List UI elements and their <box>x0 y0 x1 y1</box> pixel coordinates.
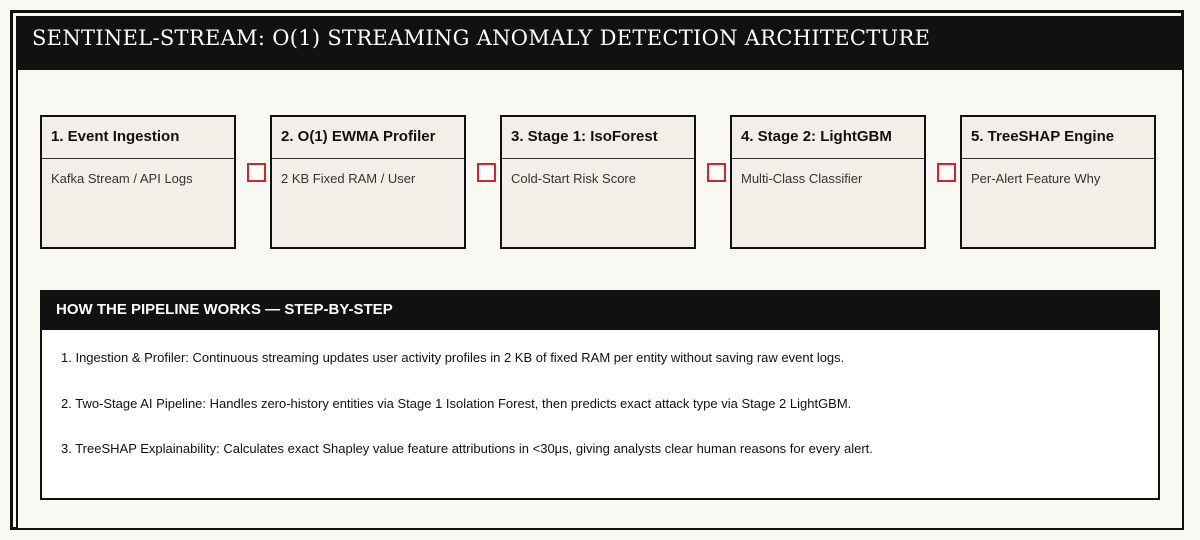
stage-subtitle: 2 KB Fixed RAM / User <box>281 171 416 186</box>
step-item: 3. TreeSHAP Explainability: Calculates exact Shapley value feature attributions in <30μs, giving analysts clear human reasons for every alert. <box>61 441 873 456</box>
stage-title: 2. O(1) EWMA Profiler <box>272 117 464 159</box>
steps-heading: HOW THE PIPELINE WORKS — STEP-BY-STEP <box>42 292 1158 330</box>
stage-subtitle: Kafka Stream / API Logs <box>51 171 193 186</box>
stage-lightgbm <box>730 115 926 249</box>
stage-subtitle: Per-Alert Feature Why <box>971 171 1101 186</box>
stage-subtitle: Cold-Start Risk Score <box>511 171 636 186</box>
stage-treeshap-engine <box>960 115 1156 249</box>
steps-panel <box>40 290 1160 500</box>
step-item: 2. Two-Stage AI Pipeline: Handles zero-history entities via Stage 1 Isolation Forest, then predicts exact attack type via Stage 2 LightGBM. <box>61 396 852 411</box>
title-bar <box>16 16 1184 70</box>
connector-2-3 <box>477 163 496 182</box>
stage-isoforest <box>500 115 696 249</box>
step-item: 1. Ingestion & Profiler: Continuous streaming updates user activity profiles in 2 KB of fixed RAM per entity without saving raw event logs. <box>61 350 845 365</box>
stage-event-ingestion <box>40 115 236 249</box>
stage-ewma-profiler <box>270 115 466 249</box>
stage-title: 1. Event Ingestion <box>42 117 234 159</box>
connector-4-5 <box>937 163 956 182</box>
stage-title: 4. Stage 2: LightGBM <box>732 117 924 159</box>
connector-1-2 <box>247 163 266 182</box>
connector-3-4 <box>707 163 726 182</box>
stage-title: 3. Stage 1: IsoForest <box>502 117 694 159</box>
stage-title: 5. TreeSHAP Engine <box>962 117 1154 159</box>
stage-subtitle: Multi-Class Classifier <box>741 171 863 186</box>
diagram-title: SENTINEL-STREAM: O(1) STREAMING ANOMALY DETECTION ARCHITECTURE <box>32 26 931 50</box>
